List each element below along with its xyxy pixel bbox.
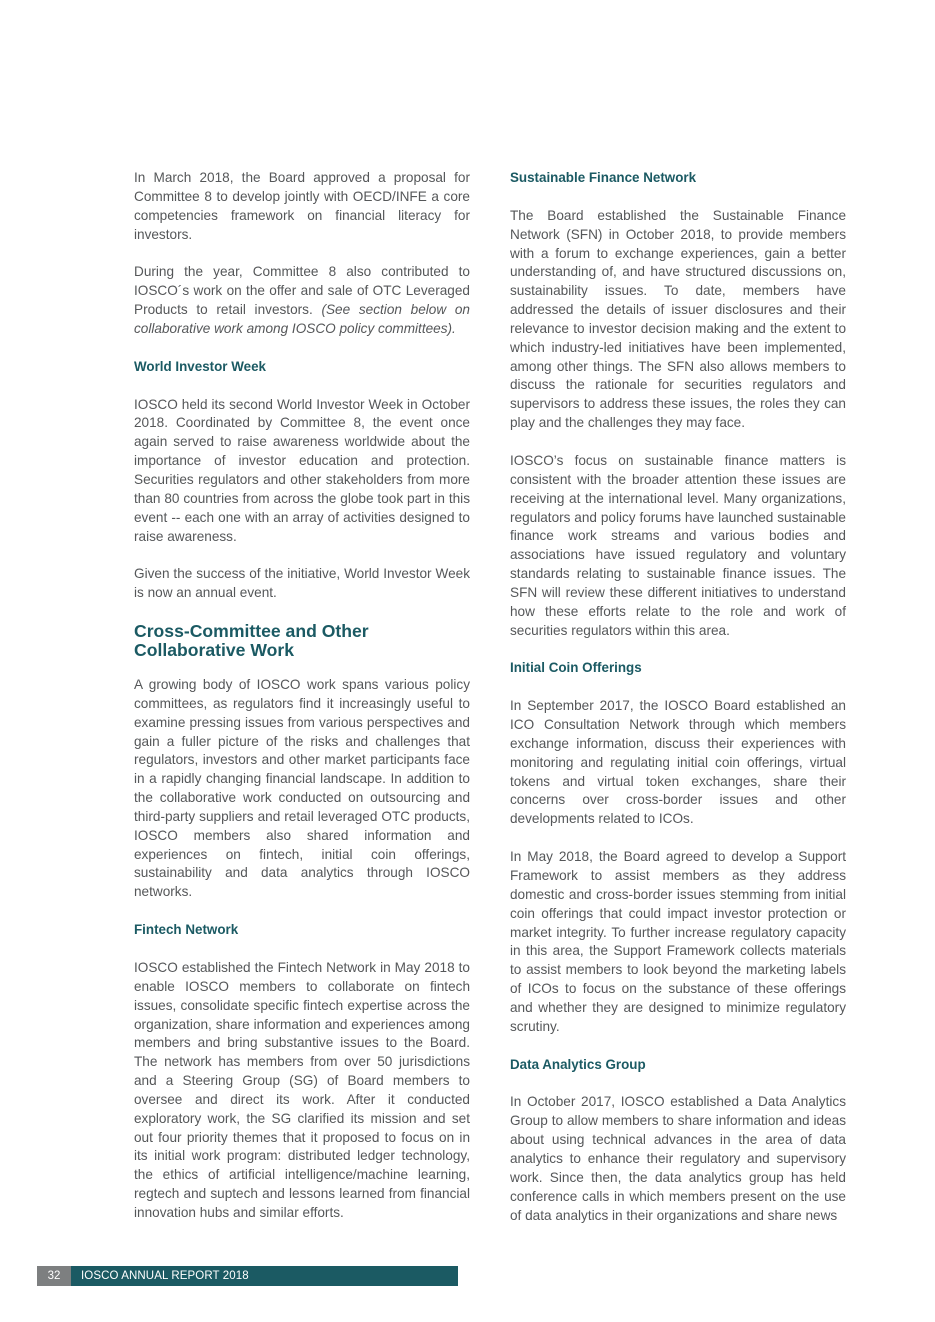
heading-data-analytics-group: Data Analytics Group	[510, 1056, 646, 1072]
paragraph-otc-text: During the year, Committee 8 also contributed to IOSCO´s work on the offer and sale of OTC Leveraged Products to retail investors.	[134, 264, 470, 318]
paragraph-fintech-network: IOSCO established the Fintech Network in May 2018 to enable IOSCO members to collaborate on fintech issues, consolidate specific fintech expertise across the organization, share information and experiences among members and bring substantive issues to the Board. The network has members from over 50 jurisdictions and a Steering Group (SG) of Board members to oversee and direct its work. After it conducted exploratory work, the SG clarified its mission and set out four priority themes that it proposed to focus on in its initial work program: distributed ledger technology, the ethics of artificial intelligence/machine learning, regtech and suptech and lessons learned from financial innovation hubs and similar efforts.	[134, 960, 470, 1220]
paragraph-otc-see-section: (See section below on collaborative work among IOSCO policy committees).	[134, 302, 470, 336]
paragraph-data-analytics: In October 2017, IOSCO established a Data Analytics Group to allow members to share information and ideas about using technical advances in the area of data analytics to enhance their regulatory and supervisory work. Since then, the data analytics group has held conference calls in which members present on the use of data analytics in their organizations and share news	[510, 1094, 846, 1223]
heading-initial-coin-offerings: Initial Coin Offerings	[510, 660, 642, 676]
paragraph-sfn-focus: IOSCO’s focus on sustainable finance matters is consistent with the broader attention these issues are receiving at the international level. Many organizations, regulators and policy forums have launched sustainable finance work streams and various bodies and associations have issued regulatory and voluntary standards relating to sustainable finance issues. The SFN will review these different initiatives to understand how these efforts relate to the role and work of securities regulators within this area.	[510, 452, 846, 638]
page-footer	[37, 1266, 458, 1286]
right-column	[510, 169, 846, 1225]
left-column	[134, 169, 470, 1223]
paragraph-annual-event: Given the success of the initiative, World Investor Week is now an annual event.	[134, 566, 470, 601]
heading-world-investor-week: World Investor Week	[134, 358, 266, 374]
paragraph-growing-body: A growing body of IOSCO work spans various policy committees, as regulators find it increasingly useful to examine pressing issues from various perspectives and gain a fuller picture of the risks and challenges that regulators, investors and other market participants face in a rapidly changing financial landscape. In addition to the collaborative work conducted on outsourcing and third-party suppliers and retail leveraged OTC products, IOSCO members also shared information and experiences on fintech, initial coin offerings, sustainability and data analytics through IOSCO networks.	[134, 677, 470, 900]
paragraph-world-investor-week: IOSCO held its second World Investor Week in October 2018. Coordinated by Committee 8, the event once again served to raise awareness worldwide about the importance of investor education and protection. Securities regulators and other stakeholders from more than 80 countries from across the globe took part in this event -- each one with an array of activities designed to raise awareness.	[134, 396, 470, 544]
paragraph-committee8-oecd: In March 2018, the Board approved a proposal for Committee 8 to develop jointly with OECD/INFE a core competencies framework on financial literacy for investors.	[134, 170, 470, 242]
heading-fintech-network: Fintech Network	[134, 922, 239, 938]
page-number: 32	[37, 1266, 71, 1286]
paragraph-ico-support-framework: In May 2018, the Board agreed to develop a Support Framework to assist members as they address domestic and cross-border issues stemming from initial coin offerings that could impact investor protection or market integrity. To further increase regulatory capacity in this area, the Support Framework collects materials to assist members to look beyond the marketing labels of ICOs to focus on the substance of these offerings and whether they are designed to minimize regulatory scrutiny.	[510, 849, 846, 1034]
report-title: IOSCO ANNUAL REPORT 2018	[81, 1270, 249, 1282]
heading-cross-committee: Cross-Committee and Other Collaborative Work	[134, 621, 369, 661]
paragraph-otc-leveraged	[134, 263, 470, 338]
paragraph-sfn-established: The Board established the Sustainable Finance Network (SFN) in October 2018, to provide members with a forum to exchange experiences, gain a better understanding of, and have structured discussions on, sustainability issues. To date, members have addressed the details of issuer disclosures and their relevance to investor decision making and the extent to which industry-led initiatives have been implemented, among other things. The SFN also allows members to discuss the rationale for securities regulators and supervisors to address these issues, the roles they can play and the challenges they may face.	[510, 207, 846, 431]
paragraph-ico-network: In September 2017, the IOSCO Board established an ICO Consultation Network through which members exchange information, discuss their experiences with monitoring and regulating initial coin offerings, virtual tokens and virtual token exchanges, share their concerns over cross-border issues and other developments related to ICOs.	[510, 698, 846, 827]
heading-sustainable-finance-network: Sustainable Finance Network	[510, 170, 697, 185]
